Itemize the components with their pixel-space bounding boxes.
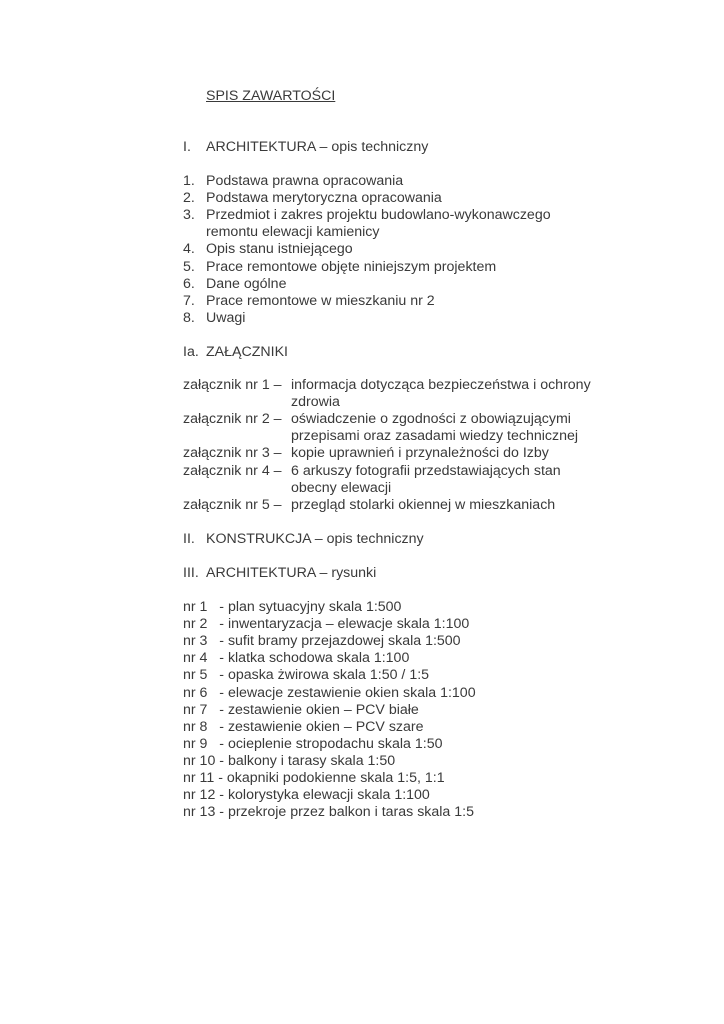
drawing-text: nr 10 - balkony i tarasy skala 1:50	[183, 753, 396, 769]
section-label: KONSTRUKCJA – opis techniczny	[206, 531, 424, 547]
attachment-label: załącznik nr 1 –	[183, 377, 282, 393]
item-text: Przedmiot i zakres projektu budowlano-wykonawczego	[206, 207, 551, 223]
drawing-text: nr 7 - zestawienie okien – PCV białe	[183, 702, 419, 718]
item-text: Opis stanu istniejącego	[206, 241, 353, 257]
drawing-text: nr 8 - zestawienie okien – PCV szare	[183, 719, 424, 735]
section-label: ARCHITEKTURA – opis techniczny	[206, 139, 429, 155]
drawing-text: nr 2 - inwentaryzacja – elewacje skala 1:100	[183, 616, 470, 632]
section-label: ZAŁĄCZNIKI	[206, 344, 288, 360]
section-number: II.	[183, 531, 195, 547]
item-text: Podstawa prawna opracowania	[206, 173, 404, 189]
attachment-text: przepisami oraz zasadami wiedzy technicznej	[291, 428, 579, 444]
drawing-text: nr 12 - kolorystyka elewacji skala 1:100	[183, 787, 430, 803]
section-label: ARCHITEKTURA – rysunki	[206, 565, 377, 581]
item-text: Uwagi	[206, 310, 246, 326]
item-number: 5.	[183, 259, 195, 275]
item-number: 8.	[183, 310, 195, 326]
attachment-text: przegląd stolarki okiennej w mieszkaniach	[291, 497, 556, 513]
drawing-text: nr 13 - przekroje przez balkon i taras skala 1:5	[183, 804, 474, 820]
attachment-text: 6 arkuszy fotografii przedstawiających stan	[291, 463, 561, 479]
drawing-text: nr 11 - okapniki podokienne skala 1:5, 1:1	[183, 770, 445, 786]
item-number: 4.	[183, 241, 195, 257]
drawing-text: nr 3 - sufit bramy przejazdowej skala 1:500	[183, 633, 461, 649]
section-number: I.	[183, 139, 191, 155]
attachment-text: obecny elewacji	[291, 480, 392, 496]
title-text: SPIS ZAWARTOŚCI	[206, 88, 336, 104]
section-number: III.	[183, 565, 199, 581]
section-number: Ia.	[183, 344, 199, 360]
item-text: Prace remontowe objęte niniejszym projektem	[206, 259, 497, 275]
drawing-text: nr 6 - elewacje zestawienie okien skala 1:100	[183, 685, 476, 701]
item-number: 3.	[183, 207, 195, 223]
item-text: Podstawa merytoryczna opracowania	[206, 190, 442, 206]
drawing-text: nr 5 - opaska żwirowa skala 1:50 / 1:5	[183, 667, 430, 683]
drawing-text: nr 9 - ocieplenie stropodachu skala 1:50	[183, 736, 443, 752]
attachment-label: załącznik nr 4 –	[183, 463, 282, 479]
attachment-text: oświadczenie o zgodności z obowiązującymi	[291, 411, 571, 427]
drawing-text: nr 4 - klatka schodowa skala 1:100	[183, 650, 410, 666]
item-number: 7.	[183, 293, 195, 309]
attachment-label: załącznik nr 2 –	[183, 411, 282, 427]
attachment-text: zdrowia	[291, 394, 340, 410]
item-text: Dane ogólne	[206, 276, 287, 292]
item-number: 2.	[183, 190, 195, 206]
item-text: Prace remontowe w mieszkaniu nr 2	[206, 293, 435, 309]
attachment-label: załącznik nr 5 –	[183, 497, 282, 513]
attachment-text: informacja dotycząca bezpieczeństwa i ochrony	[291, 377, 591, 393]
item-number: 6.	[183, 276, 195, 292]
attachment-text: kopie uprawnień i przynależności do Izby	[291, 445, 549, 461]
attachment-label: załącznik nr 3 –	[183, 445, 282, 461]
item-number: 1.	[183, 173, 195, 189]
drawing-text: nr 1 - plan sytuacyjny skala 1:500	[183, 599, 402, 615]
item-text: remontu elewacji kamienicy	[206, 224, 380, 240]
